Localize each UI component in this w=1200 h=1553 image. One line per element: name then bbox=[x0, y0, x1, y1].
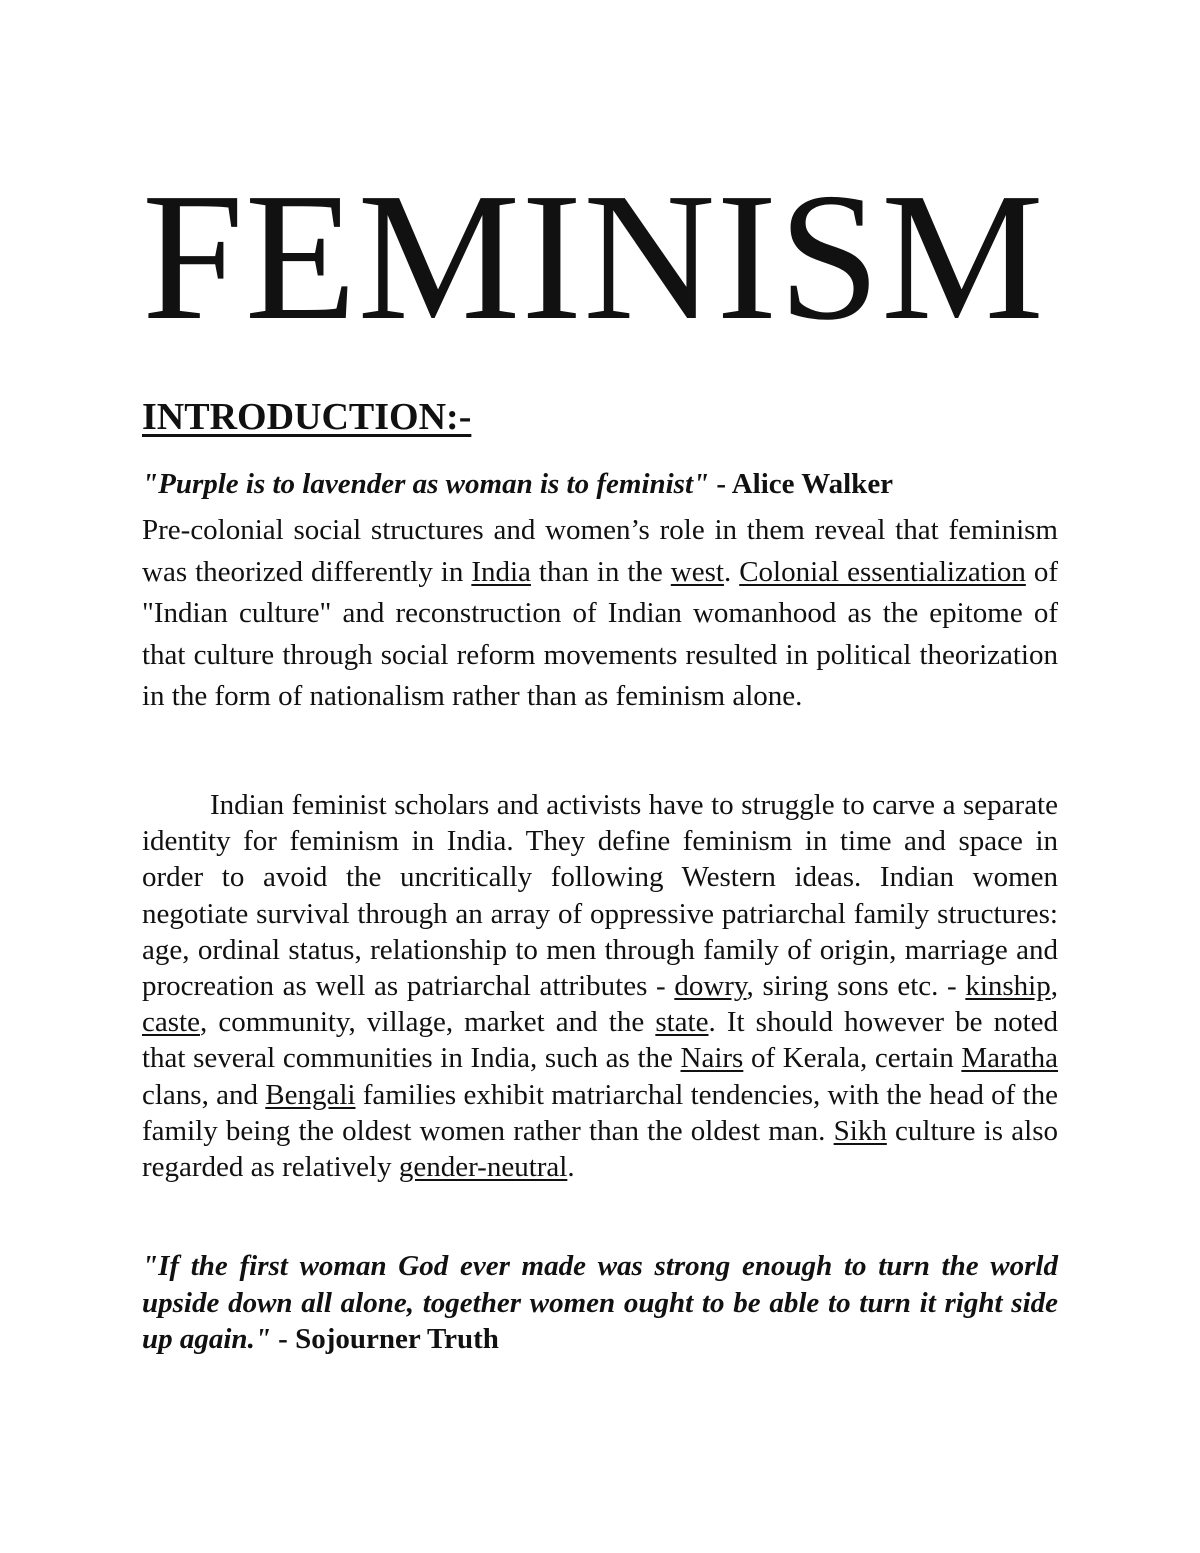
paragraph-text: Indian feminist scholars and activists have to struggle to carve a separate identity for feminism in India. They define feminism in time and space in order to avoid the uncritically following Western ideas. Indian women negotiate survival through an array of oppressive patriarchal family structures: age, ordinal status, relationship to men through family of origin, marriage and procreation as well as patriarchal attributes - bbox=[142, 789, 1058, 1003]
paragraph-text: , siring sons etc. - bbox=[746, 970, 966, 1003]
link-india[interactable]: India bbox=[471, 555, 531, 588]
paragraph-text: . It should however be noted that several communities in India, such as the bbox=[142, 1006, 1059, 1075]
quote-separator: - bbox=[709, 468, 732, 500]
paragraph-1 bbox=[142, 510, 1058, 718]
paragraph-text: , bbox=[1050, 970, 1058, 1003]
document-title: FEMINISM bbox=[142, 155, 1045, 358]
paragraph-text: clans, and bbox=[142, 1078, 266, 1111]
paragraph-2 bbox=[142, 787, 1058, 1185]
quote-text: "If the first woman God ever made was strong enough to turn the world upside down all alone, together women ought to be able to turn it right side up again." bbox=[142, 1250, 1058, 1355]
link-colonial-essentialization[interactable]: Colonial essentialization bbox=[739, 555, 1026, 588]
link-sikh[interactable]: Sikh bbox=[833, 1114, 887, 1147]
link-caste[interactable]: caste bbox=[142, 1006, 200, 1039]
paragraph-text: , community, village, market and the bbox=[199, 1006, 656, 1039]
link-nairs[interactable]: Nairs bbox=[680, 1042, 744, 1075]
paragraph-text: families exhibit matriarchal tendencies, with the head of the family being the oldest women rather than the oldest man. bbox=[142, 1078, 1058, 1147]
paragraph-text: . bbox=[723, 555, 740, 588]
paragraph-text: Pre-colonial social structures and women’s role in them reveal that feminism was theorized differently in bbox=[142, 514, 1058, 588]
link-kinship[interactable]: kinship bbox=[965, 970, 1051, 1003]
link-bengali[interactable]: Bengali bbox=[265, 1078, 356, 1111]
quote-sojourner-truth bbox=[142, 1248, 1058, 1358]
quote-text: "Purple is to lavender as woman is to feminist" bbox=[142, 468, 710, 500]
paragraph-text: of Kerala, certain bbox=[743, 1042, 962, 1075]
paragraph-text: of "Indian culture" and reconstruction of Indian womanhood as the epitome of that culture through social reform movements resulted in political theorization in the form of nationalism rather than as feminism alone. bbox=[142, 555, 1058, 712]
link-west[interactable]: west bbox=[670, 555, 724, 588]
section-heading: INTRODUCTION:- bbox=[142, 396, 472, 438]
link-state[interactable]: state bbox=[655, 1006, 709, 1039]
link-gender-neutral[interactable]: gender-neutral bbox=[398, 1151, 568, 1184]
paragraph-text: . bbox=[567, 1151, 575, 1184]
quote-author: Sojourner Truth bbox=[295, 1323, 499, 1355]
paragraph-text: culture is also regarded as relatively bbox=[142, 1114, 1059, 1184]
link-maratha[interactable]: Maratha bbox=[961, 1042, 1058, 1075]
quote-author: Alice Walker bbox=[731, 468, 894, 500]
link-dowry[interactable]: dowry bbox=[674, 970, 747, 1003]
paragraph-text: than in the bbox=[530, 555, 671, 588]
quote-separator: - bbox=[270, 1323, 296, 1355]
quote-alice-walker bbox=[142, 468, 893, 501]
